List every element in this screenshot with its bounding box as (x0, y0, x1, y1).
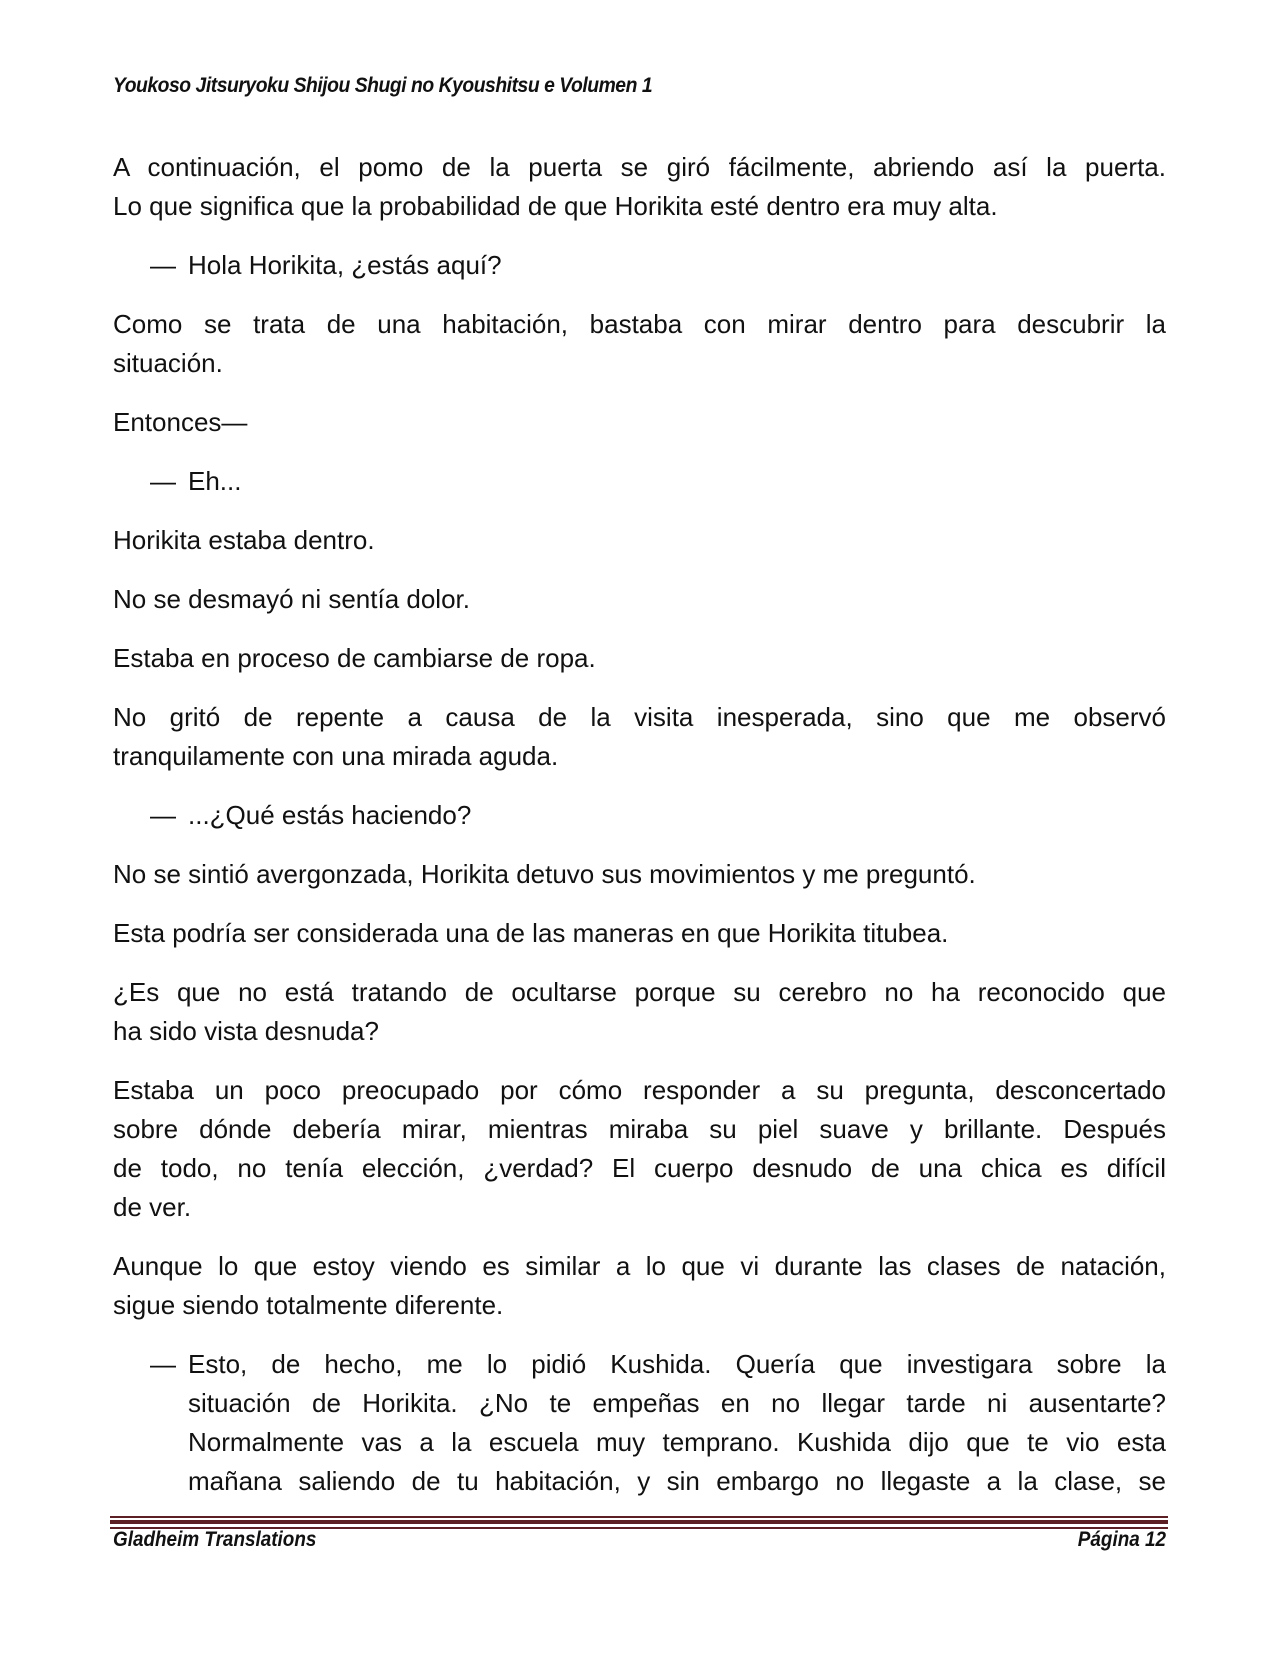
text-line: Normalmente vas a la escuela muy temprano. Kushida dijo que te vio esta (188, 1427, 1166, 1457)
paragraph (113, 148, 1166, 226)
paragraph (113, 639, 1166, 678)
text-line: Hola Horikita, ¿estás aquí? (188, 250, 502, 280)
paragraph (113, 1247, 1166, 1325)
text-line: de todo, no tenía elección, ¿verdad? El cuerpo desnudo de una chica es difícil (113, 1153, 1166, 1183)
page-body (113, 148, 1166, 1510)
paragraph (113, 855, 1166, 894)
paragraph (113, 1071, 1166, 1227)
paragraph (113, 521, 1166, 560)
text-line: ¿Es que no está tratando de ocultarse porque su cerebro no ha reconocido que (113, 977, 1166, 1007)
text-line: Esta podría ser considerada una de las maneras en que Horikita titubea. (113, 918, 949, 948)
text-line: Horikita estaba dentro. (113, 525, 375, 555)
text-line: sobre dónde debería mirar, mientras miraba su piel suave y brillante. Después (113, 1114, 1166, 1144)
dialogue-dash: — (150, 1349, 176, 1379)
dialogue-dash: — (150, 250, 176, 280)
text-line: No se sintió avergonzada, Horikita detuvo sus movimientos y me preguntó. (113, 859, 976, 889)
text-line: Entonces— (113, 407, 248, 437)
paragraph (113, 403, 1166, 442)
dialogue-dash: — (150, 800, 176, 830)
text-line: No gritó de repente a causa de la visita inesperada, sino que me observó (113, 702, 1166, 732)
text-line: Estaba en proceso de cambiarse de ropa. (113, 643, 596, 673)
paragraph (113, 973, 1166, 1051)
text-line: de ver. (113, 1192, 192, 1222)
text-line: sigue siendo totalmente diferente. (113, 1290, 504, 1320)
text-line: situación. (113, 348, 223, 378)
text-line: situación de Horikita. ¿No te empeñas en no llegar tarde ni ausentarte? (188, 1388, 1166, 1418)
text-line: No se desmayó ni sentía dolor. (113, 584, 470, 614)
text-line: ...¿Qué estás haciendo? (188, 800, 472, 830)
paragraph (113, 698, 1166, 776)
text-line: Esto, de hecho, me lo pidió Kushida. Quería que investigara sobre la (188, 1349, 1166, 1379)
text-line: Eh... (188, 466, 242, 496)
dialogue-paragraph (113, 1345, 1166, 1501)
text-line: A continuación, el pomo de la puerta se giró fácilmente, abriendo así la puerta. (113, 152, 1166, 182)
dialogue-paragraph (113, 246, 1166, 285)
dialogue-paragraph (113, 796, 1166, 835)
text-line: Estaba un poco preocupado por cómo responder a su pregunta, desconcertado (113, 1075, 1166, 1105)
text-line: Lo que significa que la probabilidad de que Horikita esté dentro era muy alta. (113, 191, 998, 221)
paragraph (113, 914, 1166, 953)
text-line: tranquilamente con una mirada aguda. (113, 741, 559, 771)
paragraph (113, 580, 1166, 619)
footer-translator: Gladheim Translations (113, 1528, 317, 1551)
text-line: Como se trata de una habitación, bastaba con mirar dentro para descubrir la (113, 309, 1166, 339)
text-line: ha sido vista desnuda? (113, 1016, 379, 1046)
dialogue-paragraph (113, 462, 1166, 501)
text-line: mañana saliendo de tu habitación, y sin embargo no llegaste a la clase, se (188, 1466, 1166, 1496)
paragraph (113, 305, 1166, 383)
footer-page-number: Página 12 (1077, 1528, 1166, 1551)
dialogue-dash: — (150, 466, 176, 496)
text-line: Aunque lo que estoy viendo es similar a lo que vi durante las clases de natación, (113, 1251, 1166, 1281)
running-header: Youkoso Jitsuryoku Shijou Shugi no Kyoushitsu e Volumen 1 (113, 74, 653, 97)
